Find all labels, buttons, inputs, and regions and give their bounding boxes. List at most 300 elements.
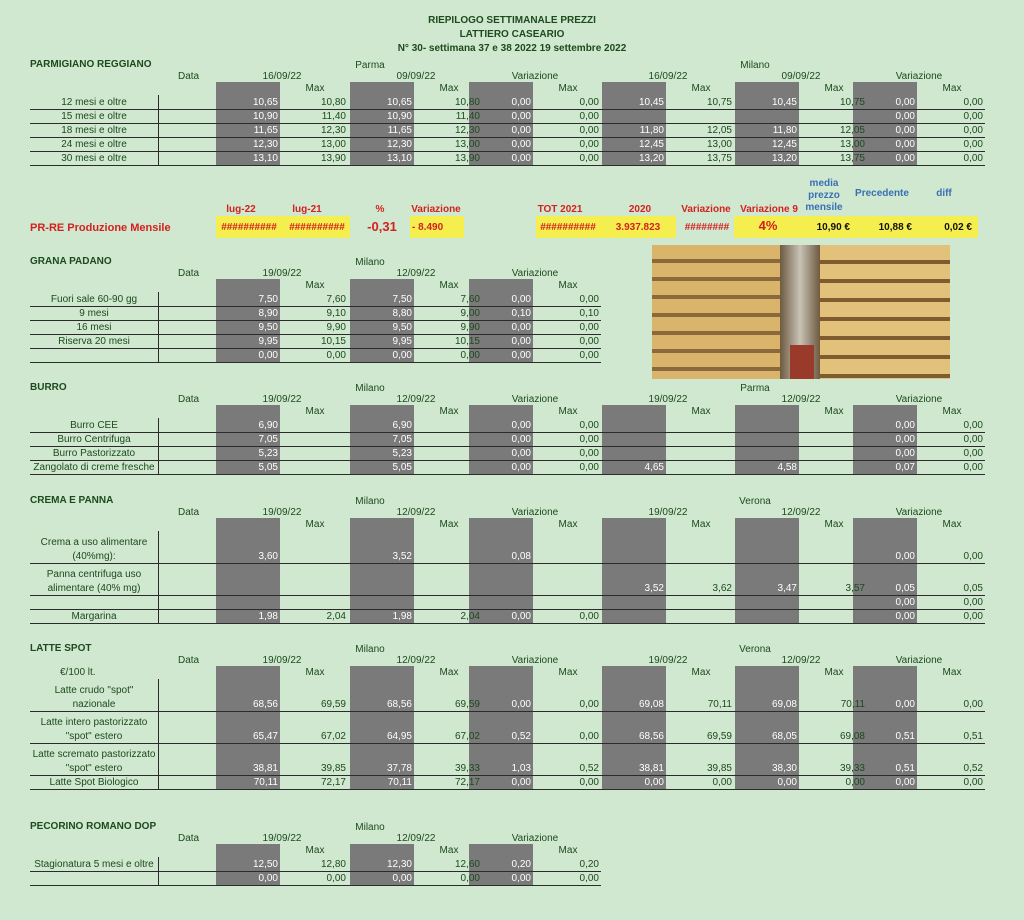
burro-location-left: Milano	[355, 383, 385, 394]
parmigiano-max-value: 12,05	[706, 125, 732, 136]
parmigiano-min-value: 0,00	[895, 97, 915, 108]
latte-max-value: 67,02	[454, 731, 480, 742]
latte-min-value: 0,00	[895, 699, 915, 710]
latte-unit-label: €/100 lt.	[60, 667, 96, 678]
pecorino-min-value: 12,50	[252, 859, 278, 870]
pecorino-row-line	[30, 871, 601, 872]
parmigiano-max-value: 13,00	[706, 139, 732, 150]
latte-row-label: Latte Spot Biologico	[49, 777, 139, 788]
parmigiano-row-line	[30, 137, 985, 138]
parmigiano-max-value: 0,00	[963, 97, 983, 108]
crema-section-title: CREMA E PANNA	[30, 495, 114, 506]
report-title: RIEPILOGO SETTIMANALE PREZZI	[428, 15, 596, 26]
crema-label-divider	[158, 531, 159, 623]
crema-row-line	[30, 623, 985, 624]
parmigiano-row-label: 30 mesi e oltre	[61, 153, 127, 164]
pecorino-col-header: 19/09/22	[262, 833, 302, 844]
latte-min-value: 68,56	[386, 699, 412, 710]
crema-col-header: Variazione	[895, 507, 943, 518]
parmigiano-max-value: 0,00	[579, 125, 599, 136]
crema-row-label: Margarina	[71, 611, 117, 622]
value-lug22: ##########	[221, 222, 277, 233]
latte-min-value: 69,08	[771, 699, 797, 710]
parmigiano-min-value: 11,65	[387, 125, 412, 136]
parmigiano-max-header: Max	[691, 83, 711, 94]
pecorino-max-value: 12,60	[454, 859, 480, 870]
burro-col-header: 12/09/22	[396, 394, 436, 405]
burro-row-line	[30, 474, 985, 475]
burro-col-header: Variazione	[511, 394, 559, 405]
grana-min-value: 9,50	[392, 322, 412, 333]
latte-max-value: 39,33	[454, 763, 480, 774]
latte-max-value: 69,08	[839, 731, 865, 742]
crema-col-header: 12/09/22	[396, 507, 436, 518]
parmigiano-row-line	[30, 123, 985, 124]
crema-min-value: 0,00	[895, 611, 915, 622]
latte-label-divider	[158, 679, 159, 789]
burro-max-value: 0,00	[579, 448, 599, 459]
parmigiano-min-value: 0,00	[895, 125, 915, 136]
latte-row-line	[30, 743, 985, 744]
burro-min-value: 5,23	[258, 448, 278, 459]
grana-min-value: 8,80	[392, 308, 412, 319]
grana-max-value: 10,15	[320, 336, 346, 347]
grana-min-value: 0,00	[511, 350, 531, 361]
burro-min-value: 0,00	[511, 420, 531, 431]
grana-max-header: Max	[305, 280, 325, 291]
latte-min-value: 0,00	[511, 777, 531, 788]
header-tot2021: TOT 2021	[537, 204, 583, 215]
crema-max-header: Max	[439, 519, 459, 530]
crema-max-value: 0,00	[963, 551, 983, 562]
grana-max-value: 7,60	[326, 294, 346, 305]
latte-min-value: 38,81	[252, 763, 278, 774]
pecorino-min-value: 0,00	[392, 873, 412, 884]
burro-min-value: 4,58	[777, 462, 797, 473]
pecorino-max-header: Max	[558, 845, 578, 856]
burro-max-header: Max	[305, 406, 325, 417]
burro-min-value: 5,23	[392, 448, 412, 459]
grana-min-value: 0,00	[258, 350, 278, 361]
parmigiano-min-value: 10,65	[252, 97, 278, 108]
grana-min-value: 0,00	[511, 322, 531, 333]
grana-row-line	[30, 306, 601, 307]
parmigiano-max-value: 12,30	[454, 125, 480, 136]
pecorino-max-value: 0,00	[579, 873, 599, 884]
grana-row-line	[30, 334, 601, 335]
burro-max-header: Max	[439, 406, 459, 417]
latte-max-header: Max	[439, 667, 459, 678]
parmigiano-min-value: 0,00	[511, 97, 531, 108]
latte-max-value: 39,85	[706, 763, 732, 774]
latte-max-value: 39,85	[320, 763, 346, 774]
burro-max-header: Max	[691, 406, 711, 417]
latte-min-value: 68,05	[771, 731, 797, 742]
crema-max-value: 0,00	[963, 611, 983, 622]
grana-max-value: 0,00	[579, 322, 599, 333]
header-variazione-9: Variazione 9	[740, 204, 798, 215]
latte-col-header: 12/09/22	[396, 655, 436, 666]
grana-location-left: Milano	[355, 257, 385, 268]
grana-section-title: GRANA PADANO	[30, 256, 112, 267]
latte-row-line	[30, 789, 985, 790]
photo-shelf-right	[820, 245, 950, 379]
latte-row-label: "spot" estero	[65, 731, 123, 742]
latte-min-value: 64,95	[386, 731, 412, 742]
latte-min-value: 1,03	[511, 763, 531, 774]
crema-min-value: 1,98	[258, 611, 278, 622]
latte-max-value: 0,52	[963, 763, 983, 774]
pecorino-min-value: 0,00	[511, 873, 531, 884]
latte-min-value: 69,08	[638, 699, 664, 710]
burro-col-header: 12/09/22	[781, 394, 821, 405]
latte-max-value: 0,00	[579, 699, 599, 710]
parmigiano-max-value: 10,75	[839, 97, 865, 108]
parmigiano-max-value: 0,00	[963, 139, 983, 150]
parmigiano-min-value: 13,20	[771, 153, 797, 164]
grana-row-label: Fuori sale 60-90 gg	[50, 294, 138, 305]
parmigiano-max-header: Max	[824, 83, 844, 94]
crema-col-header: 19/09/22	[262, 507, 302, 518]
header-diff: diff	[936, 188, 952, 199]
value-variazione-9: 4%	[758, 218, 778, 233]
burro-min-value: 7,05	[392, 434, 412, 445]
pecorino-max-header: Max	[439, 845, 459, 856]
crema-location-left: Milano	[355, 496, 385, 507]
burro-row-line	[30, 432, 985, 433]
grana-max-value: 9,00	[460, 308, 480, 319]
burro-max-value: 0,00	[963, 434, 983, 445]
burro-row-line	[30, 460, 985, 461]
latte-min-value: 0,51	[895, 731, 915, 742]
parmigiano-min-value: 12,45	[638, 139, 664, 150]
parmigiano-max-header: Max	[558, 83, 578, 94]
burro-min-value: 5,05	[258, 462, 278, 473]
pecorino-max-value: 12,80	[320, 859, 346, 870]
parmigiano-max-value: 0,00	[579, 139, 599, 150]
crema-max-header: Max	[558, 519, 578, 530]
crema-row-label: alimentare (40% mg)	[47, 583, 141, 594]
latte-max-header: Max	[691, 667, 711, 678]
latte-max-value: 0,00	[963, 777, 983, 788]
pecorino-min-value: 0,00	[258, 873, 278, 884]
parmigiano-max-value: 13,90	[320, 153, 346, 164]
parmigiano-min-value: 10,90	[386, 111, 412, 122]
latte-location-left: Milano	[355, 644, 385, 655]
crema-max-value: 3,62	[712, 583, 732, 594]
crema-max-header: Max	[691, 519, 711, 530]
grana-max-value: 0,10	[579, 308, 599, 319]
parmigiano-max-value: 11,40	[321, 111, 346, 122]
parmigiano-max-value: 0,00	[579, 111, 599, 122]
burro-min-value: 0,07	[895, 462, 915, 473]
crema-row-label: (40%mg):	[72, 551, 116, 562]
grana-max-value: 0,00	[326, 350, 346, 361]
burro-location-right: Parma	[740, 383, 770, 394]
pecorino-max-value: 0,20	[579, 859, 599, 870]
latte-location-right: Verona	[739, 644, 771, 655]
latte-col-header: 19/09/22	[648, 655, 688, 666]
crema-min-value: 3,60	[258, 551, 278, 562]
burro-max-value: 0,00	[579, 434, 599, 445]
parmigiano-min-value: 12,45	[771, 139, 797, 150]
latte-row-label: Latte crudo "spot"	[54, 685, 134, 696]
parmigiano-col-header: Variazione	[511, 71, 559, 82]
latte-max-value: 72,17	[454, 777, 480, 788]
latte-min-value: 0,00	[644, 777, 664, 788]
value-media: 10,90 €	[816, 222, 850, 233]
grana-min-value: 9,50	[258, 322, 278, 333]
parmigiano-row-label: 15 mesi e oltre	[61, 111, 127, 122]
value-2020: 3.937.823	[615, 222, 661, 233]
grana-label-divider	[158, 292, 159, 362]
cheese-warehouse-photo	[652, 245, 950, 379]
value-variazione-2: ########	[684, 222, 730, 233]
grana-max-value: 0,00	[579, 336, 599, 347]
burro-max-value: 0,00	[963, 448, 983, 459]
header-lug21: lug-21	[292, 204, 322, 215]
parmigiano-row-line	[30, 165, 985, 166]
pecorino-max-value: 0,00	[326, 873, 346, 884]
report-subtitle: LATTIERO CASEARIO	[459, 29, 565, 40]
parmigiano-max-value: 0,00	[963, 125, 983, 136]
crema-col-header: Variazione	[511, 507, 559, 518]
parmigiano-max-header: Max	[439, 83, 459, 94]
parmigiano-max-value: 0,00	[963, 111, 983, 122]
grana-max-value: 10,15	[454, 336, 480, 347]
latte-max-value: 0,00	[579, 731, 599, 742]
parmigiano-max-value: 11,40	[455, 111, 480, 122]
parmigiano-max-value: 0,00	[579, 153, 599, 164]
crema-row-label: Panna centrifuga uso	[46, 569, 142, 580]
latte-min-value: 0,00	[777, 777, 797, 788]
crema-min-value: 0,08	[511, 551, 531, 562]
parmigiano-min-value: 10,65	[386, 97, 412, 108]
pecorino-col-header: Variazione	[511, 833, 559, 844]
parmigiano-col-header: 09/09/22	[781, 71, 821, 82]
report-issue: N° 30- settimana 37 e 38 2022 19 settembre 2022	[397, 43, 627, 54]
burro-min-value: 6,90	[258, 420, 278, 431]
burro-row-label: Burro CEE	[70, 420, 118, 431]
grana-max-value: 0,00	[579, 294, 599, 305]
value-variazione: - 8.490	[412, 222, 444, 233]
pecorino-data-label: Data	[178, 833, 200, 844]
parmigiano-row-label: 12 mesi e oltre	[61, 97, 127, 108]
parmigiano-col-header: 09/09/22	[396, 71, 436, 82]
grana-min-value: 0,00	[511, 336, 531, 347]
parmigiano-max-value: 10,75	[706, 97, 732, 108]
crema-row-line	[30, 609, 985, 610]
burro-max-header: Max	[824, 406, 844, 417]
crema-row-line	[30, 563, 985, 564]
crema-max-value: 2,04	[460, 611, 480, 622]
pecorino-location: Milano	[355, 822, 385, 833]
burro-row-label: Burro Pastorizzato	[52, 448, 136, 459]
header-lug22: lug-22	[226, 204, 256, 215]
parmigiano-min-value: 11,80	[772, 125, 797, 136]
grana-max-header: Max	[558, 280, 578, 291]
produzione-label: PR-RE Produzione Mensile	[30, 222, 171, 234]
crema-min-value: 3,52	[644, 583, 664, 594]
burro-section-title: BURRO	[30, 382, 67, 393]
grana-data-label: Data	[178, 268, 200, 279]
grana-max-header: Max	[439, 280, 459, 291]
parmigiano-max-value: 13,75	[839, 153, 865, 164]
pecorino-label-divider	[158, 857, 159, 885]
pecorino-col-header: 12/09/22	[396, 833, 436, 844]
grana-min-value: 8,90	[258, 308, 278, 319]
parmigiano-min-value: 11,80	[639, 125, 664, 136]
latte-min-value: 68,56	[638, 731, 664, 742]
burro-min-value: 4,65	[644, 462, 664, 473]
crema-row-line	[30, 595, 985, 596]
grana-min-value: 0,00	[511, 294, 531, 305]
latte-row-label: "spot" estero	[65, 763, 123, 774]
burro-min-value: 7,05	[258, 434, 278, 445]
latte-max-value: 0,00	[845, 777, 865, 788]
grana-max-value: 9,10	[326, 308, 346, 319]
grana-row-line	[30, 362, 601, 363]
grana-max-value: 0,00	[579, 350, 599, 361]
grana-col-header: Variazione	[511, 268, 559, 279]
burro-col-header: 19/09/22	[648, 394, 688, 405]
burro-row-label: Zangolato di creme fresche	[33, 462, 155, 473]
burro-max-value: 0,00	[963, 420, 983, 431]
grana-min-value: 7,50	[258, 294, 278, 305]
parmigiano-min-value: 0,00	[895, 153, 915, 164]
latte-row-label: nazionale	[72, 699, 116, 710]
burro-max-header: Max	[942, 406, 962, 417]
grana-min-value: 0,10	[511, 308, 531, 319]
latte-min-value: 37,78	[386, 763, 412, 774]
parmigiano-min-value: 13,10	[252, 153, 278, 164]
latte-max-value: 0,51	[963, 731, 983, 742]
burro-max-value: 0,00	[579, 462, 599, 473]
parmigiano-data-label: Data	[178, 71, 200, 82]
burro-min-value: 0,00	[511, 434, 531, 445]
parmigiano-max-value: 13,75	[706, 153, 732, 164]
burro-col-header: 19/09/22	[262, 394, 302, 405]
parmigiano-max-header: Max	[305, 83, 325, 94]
burro-min-value: 6,90	[392, 420, 412, 431]
parmigiano-col-header: 16/09/22	[648, 71, 688, 82]
grana-col-header: 19/09/22	[262, 268, 302, 279]
crema-min-value: 0,00	[895, 551, 915, 562]
latte-max-value: 69,59	[706, 731, 732, 742]
crema-max-header: Max	[824, 519, 844, 530]
latte-min-value: 38,81	[638, 763, 664, 774]
burro-max-header: Max	[558, 406, 578, 417]
burro-col-header: Variazione	[895, 394, 943, 405]
grana-max-value: 9,90	[460, 322, 480, 333]
crema-row-label: Crema a uso alimentare	[40, 537, 148, 548]
latte-max-value: 70,11	[840, 699, 865, 710]
burro-min-value: 0,00	[895, 420, 915, 431]
pecorino-max-header: Max	[305, 845, 325, 856]
burro-row-line	[30, 446, 985, 447]
latte-min-value: 0,00	[511, 699, 531, 710]
burro-min-value: 0,00	[895, 434, 915, 445]
latte-max-header: Max	[558, 667, 578, 678]
latte-col-header: 12/09/22	[781, 655, 821, 666]
parmigiano-min-value: 10,90	[252, 111, 278, 122]
latte-min-value: 0,00	[895, 777, 915, 788]
crema-col-header: 19/09/22	[648, 507, 688, 518]
header-variazione-2: Variazione	[681, 204, 731, 215]
latte-col-header: Variazione	[511, 655, 559, 666]
parmigiano-max-value: 10,80	[454, 97, 480, 108]
parmigiano-max-value: 12,30	[320, 125, 346, 136]
parmigiano-min-value: 11,65	[253, 125, 278, 136]
latte-max-value: 39,33	[839, 763, 865, 774]
parmigiano-row-line	[30, 109, 985, 110]
crema-max-value: 0,00	[963, 597, 983, 608]
value-percent: -0,31	[367, 219, 397, 234]
parmigiano-col-header: 16/09/22	[262, 71, 302, 82]
crema-min-value: 3,52	[392, 551, 412, 562]
grana-row-label: Riserva 20 mesi	[58, 336, 130, 347]
pecorino-min-value: 12,30	[386, 859, 412, 870]
crema-min-value: 3,47	[777, 583, 797, 594]
latte-section-title: LATTE SPOT	[30, 643, 92, 654]
latte-min-value: 0,52	[511, 731, 531, 742]
latte-row-label: Latte intero pastorizzato	[40, 717, 148, 728]
crema-max-value: 0,00	[579, 611, 599, 622]
crema-max-value: 2,04	[326, 611, 346, 622]
parmigiano-max-value: 13,90	[454, 153, 480, 164]
latte-max-value: 72,17	[320, 777, 346, 788]
crema-max-header: Max	[305, 519, 325, 530]
crema-max-value: 3,57	[845, 583, 865, 594]
latte-col-header: Variazione	[895, 655, 943, 666]
photo-floor	[790, 345, 814, 379]
crema-min-value: 0,00	[895, 597, 915, 608]
latte-min-value: 70,11	[387, 777, 412, 788]
parmigiano-row-line	[30, 151, 985, 152]
latte-max-value: 0,00	[712, 777, 732, 788]
crema-data-label: Data	[178, 507, 200, 518]
parmigiano-min-value: 13,20	[638, 153, 664, 164]
crema-max-header: Max	[942, 519, 962, 530]
value-diff: 0,02 €	[944, 222, 972, 233]
latte-max-value: 0,00	[963, 699, 983, 710]
header-precedente: Precedente	[855, 188, 909, 199]
header-variazione: Variazione	[411, 204, 461, 215]
parmigiano-min-value: 0,00	[511, 153, 531, 164]
grana-row-label: 9 mesi	[79, 308, 109, 319]
pecorino-max-value: 0,00	[460, 873, 480, 884]
parmigiano-max-value: 10,80	[320, 97, 346, 108]
latte-max-header: Max	[305, 667, 325, 678]
burro-data-label: Data	[178, 394, 200, 405]
parmigiano-min-value: 0,00	[895, 139, 915, 150]
latte-max-value: 0,52	[579, 763, 599, 774]
parmigiano-location-left: Parma	[355, 60, 385, 71]
parmigiano-max-value: 12,05	[839, 125, 865, 136]
crema-max-value: 0,05	[963, 583, 983, 594]
parmigiano-location-right: Milano	[740, 60, 770, 71]
header-media-prezzo: media prezzo mensile	[805, 178, 843, 213]
burro-min-value: 0,00	[511, 462, 531, 473]
value-lug21: ##########	[289, 222, 345, 233]
crema-location-right: Verona	[739, 496, 771, 507]
latte-max-header: Max	[824, 667, 844, 678]
parmigiano-col-header: Variazione	[895, 71, 943, 82]
crema-min-value: 0,00	[511, 611, 531, 622]
latte-min-value: 68,56	[252, 699, 278, 710]
latte-max-value: 70,11	[707, 699, 732, 710]
burro-min-value: 0,00	[511, 448, 531, 459]
